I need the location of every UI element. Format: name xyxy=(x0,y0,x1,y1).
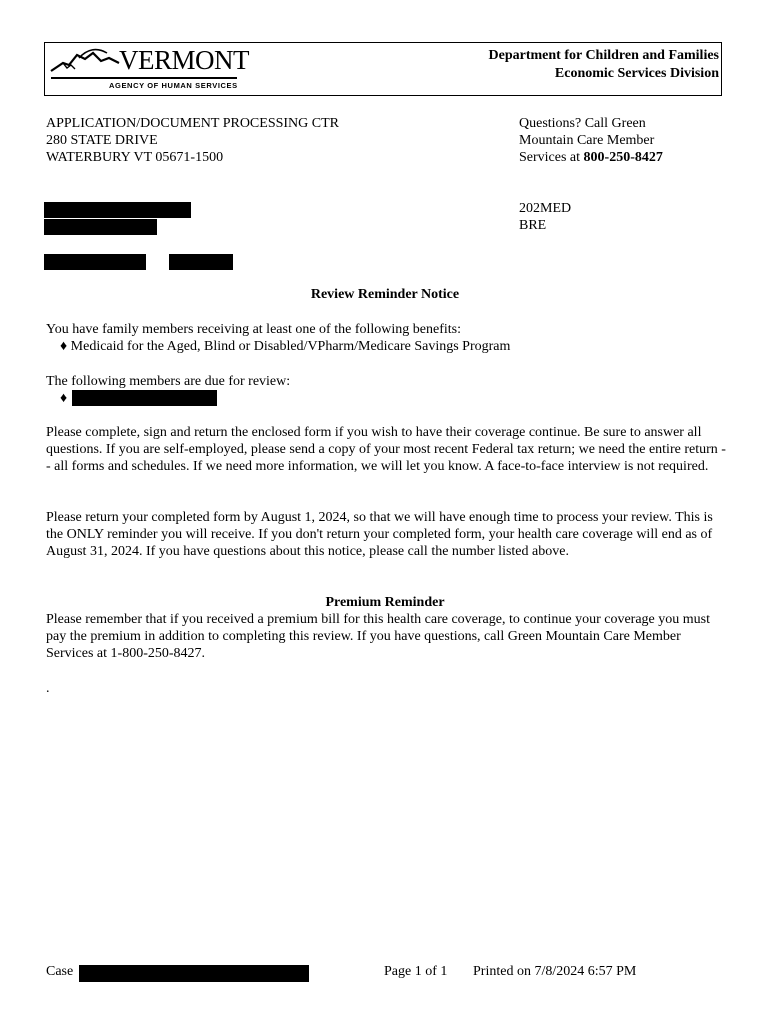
redacted-recipient-city xyxy=(44,254,146,270)
printed-timestamp: Printed on 7/8/2024 6:57 PM xyxy=(473,964,637,979)
department-heading xyxy=(489,47,719,83)
benefits-intro: You have family members receiving at least one of the following benefits: xyxy=(46,322,461,337)
address-line-1: APPLICATION/DOCUMENT PROCESSING CTR xyxy=(46,116,340,131)
notice-codes xyxy=(519,200,571,234)
department-name: Department for Children and Families xyxy=(488,48,719,63)
instructions-paragraph: Please complete, sign and return the enclosed form if you wish to have their coverage continue. Be sure to answer all questions. If you are self-employed, please send a copy of your most recent Federal tax return; we need the entire return -- all forms and schedules. If we need more information, we will let you know. A face-to-face interview is not required. xyxy=(46,425,726,474)
vermont-wordmark: VERMONT xyxy=(119,45,249,75)
address-line-2: 280 STATE DRIVE xyxy=(46,133,158,148)
letterhead-box xyxy=(44,42,722,96)
phone-number: 800-250-8427 xyxy=(583,150,663,165)
member-list-item xyxy=(60,390,67,407)
notice-title: Review Reminder Notice xyxy=(310,287,460,302)
members-intro: The following members are due for review: xyxy=(46,374,291,389)
logo-divider xyxy=(51,77,237,79)
questions-prefix: Services at xyxy=(519,150,584,165)
bullet-diamond-icon: ♦ xyxy=(60,391,68,406)
agency-name: AGENCY OF HUMAN SERVICES xyxy=(109,81,238,90)
questions-line-3 xyxy=(519,149,663,166)
benefit-text: Medicaid for the Aged, Blind or Disabled/VPharm/Medicare Savings Program xyxy=(70,339,511,354)
premium-paragraph: Please remember that if you received a premium bill for this health care coverage, to continue your coverage you must pay the premium in addition to completing this review. If you have questions, call Green Mountain Care Member Services at 1-800-250-8427. xyxy=(46,612,710,661)
deadline-paragraph: Please return your completed form by August 1, 2024, so that we will have enough time to process your review. This is the ONLY reminder you will receive. If you don't return your completed form, your health care coverage will end as of August 31, 2024. If you have questions about this notice, please call the number listed above. xyxy=(46,510,713,559)
premium-title: Premium Reminder xyxy=(325,595,445,610)
redacted-member-name xyxy=(72,390,217,406)
redacted-recipient-line xyxy=(44,219,157,235)
address-line-3: WATERBURY VT 05671-1500 xyxy=(46,150,224,165)
redacted-recipient-name xyxy=(44,202,191,218)
trailing-dot: . xyxy=(46,681,50,696)
notice-code: 202MED xyxy=(519,201,572,216)
questions-contact xyxy=(519,115,663,166)
mountain-logo-icon xyxy=(49,45,121,75)
case-label: Case xyxy=(46,964,74,979)
benefit-list-item xyxy=(60,338,510,355)
questions-line-1: Questions? Call Green xyxy=(519,116,646,131)
bullet-diamond-icon: ♦ xyxy=(60,339,68,354)
questions-line-2: Mountain Care Member xyxy=(519,133,655,148)
redacted-recipient-zip xyxy=(169,254,233,270)
division-name: Economic Services Division xyxy=(554,66,719,81)
redacted-case-number xyxy=(79,965,309,982)
routing-code: BRE xyxy=(519,218,547,233)
page-number: Page 1 of 1 xyxy=(384,964,448,979)
return-address xyxy=(46,115,339,166)
vermont-logo xyxy=(49,45,249,93)
